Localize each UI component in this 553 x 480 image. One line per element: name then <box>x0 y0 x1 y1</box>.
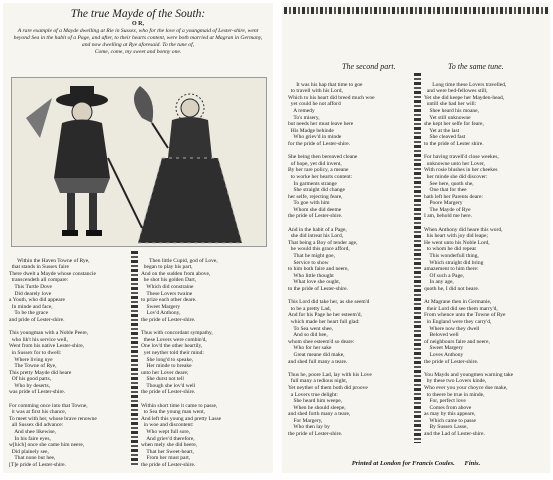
right-page <box>282 3 550 473</box>
left-page <box>3 3 273 473</box>
second-part-title: The second part. <box>342 62 396 71</box>
printer-text: Printed at London for Francis Coules. <box>351 460 455 467</box>
right-column-1 <box>288 75 412 444</box>
imprint-line <box>282 460 550 467</box>
right-col1-text: It was his hap that time to goe to travell with his Lord, Which to his heart did breed much woe yet could he not afford A remedy To's misery, but needs her must leave here His Madge behinde Who griev'd in minde for the pride of Lester-shire. She being then bereaved cleane of hope, yet did invent, By her rare policy, a meane to worke her hearts content: In garments strange She straight did change her selfe, rejecting feare, To goe with him Whom she did deeme the pride of Lester-shire. And in the habit of a Page, she did intreat his Lord, That being a Boy of tender age, he would this grace afford, That he might goe, Service to show to him both faire and neere, Who little thought What love she ought, to the pride of Lester-shire. This Lord did take her, as she seem'd to be a pretty Lad, And for his Page he her esteem'd, which made her heart full glad: To Sea went shee, And so did hee, whom shee esteem'd so deare: Who for her sake Great meane did make, and shed full many a teare. Thus he, poore Lad, lay with his Love full many a tedious night, Yet neyther of them both did proove a Lovers true delight: She heard him weepe, When he should sleepe, and shed forth many a teare, For Margery, Who then lay by the pride of Lester-shire. <box>288 81 375 438</box>
tune-text: Come, come, my sweet and bonny one. <box>94 49 182 55</box>
left-column-1 <box>9 251 129 475</box>
decorative-border-strip <box>131 251 138 466</box>
center-border-strip <box>414 73 421 443</box>
finis-text: Finis. <box>464 460 481 467</box>
left-col1-text: Within the Haven Towne of Rye, that stands in Sussex faire There dwelt a Mayde whose constancie transcendeth all compare: This Turtle Dove Did dearely love a Youth, who did appeare In minde and face, To be the grace and pride of Lester-shire. This youngman with a Noble Peere, who lik't his service well, Went from his native Lester-shire, in Sussex for to dwell: Where living nye The Towne of Rye, This pretty Mayde did heare Of his good parts, Who by deserts, was pride of Lester-shire. For comming once into that Towne, it was at first his chance, To meet with her, whose brave renowne all Sussex did advance: And shee likewise, In his faire eyes, w[hich] once she came him neere, Did plainely see, That none but hee, [T]e pride of Lester-shire. <box>9 257 97 468</box>
left-col2-text: Then little Cupid, god of Love, began to play his part, And on the sudden from above, he shot his golden Dart, Which did constraine These Lovers twaine to prize each other deare. Sweet Margery Lov'd Anthony, the pride of Lester-shire. Thus with concordant sympathy, these Lovers were combin'd, One lov'd the other heartily, yet neyther told their mind: She long'd to speake, Her minde to breake unto her Lover deare; She durst not tell Though she lov'd well the pride of Lester-shire. Within short time it came to passe, to Sea the young man went, And left this young and pretty Lasse in woe and discontent: Who wept full sore, And griev'd therefore, when mely she did heere, That her Sweet-heart, From her must part, the pride of Lester-shire. <box>141 257 222 468</box>
left-column-2 <box>141 251 269 475</box>
woodcut-figures-icon <box>12 78 266 246</box>
woodcut-illustration <box>11 77 267 247</box>
subtitle-text: A rare example of a Mayde dwelling at Rie in Sussex, who for the love of a youngmaid of Lester-shire, went beyond Sea in the habit of a Page, and after, to their hearts content, were both married at Magran in Germany, and now dwelling at Rye aforesaid. To the tune of, <box>13 28 263 48</box>
ballad-title: The true Mayde of the South: <box>70 8 206 20</box>
right-col2-text: Long time these Lovers travelled, and were bed-fellowes still, Yet she did keepe her Mayden-head, untill she had her will: Shee heard his moane, Yet still unknowne she kept her selfe for feare, Yet at the last She cleaved fast to the pride of Lester shire. For having travell'd close weekes, unknowne unto her Lover, With rosie blushes in her cheekes her minde she did discover: See here, quoth she, One that for thee hath left her Parents deare: Poore Margery The Mayde of Rye I am, behold me here. When Anthony did heare this word, his heart with joy did leape; He went unto his Noble Lord, to whom he did repeat This wonderfull thing, Which straight did bring amazement to him there: Of such a Page, In any age, quoth he, I did not heare. At Magrane then in Germanie, their Lord did see them marry'd, From whence unto the Towne of Rye in England were they carry'd, Where now they dwell Beloved well of neighbours faire and neere, Sweet Margery Loves Anthony the pride of Lester-shire. You Mayds and youngmen warning take by these two Lovers kinde, Who ever you your choyce doe make, to theere be true in minde, For, perfect love Comes from above as may by this appeare, Which came to passe By Sussex Lasse, and the Lad of Lester-shire. <box>424 81 514 438</box>
ballad-subtitle <box>11 21 265 56</box>
second-part-tune: To the same tune. <box>448 62 504 71</box>
right-column-2 <box>424 75 548 444</box>
top-border <box>284 7 548 14</box>
or-label: O R, <box>132 21 144 27</box>
